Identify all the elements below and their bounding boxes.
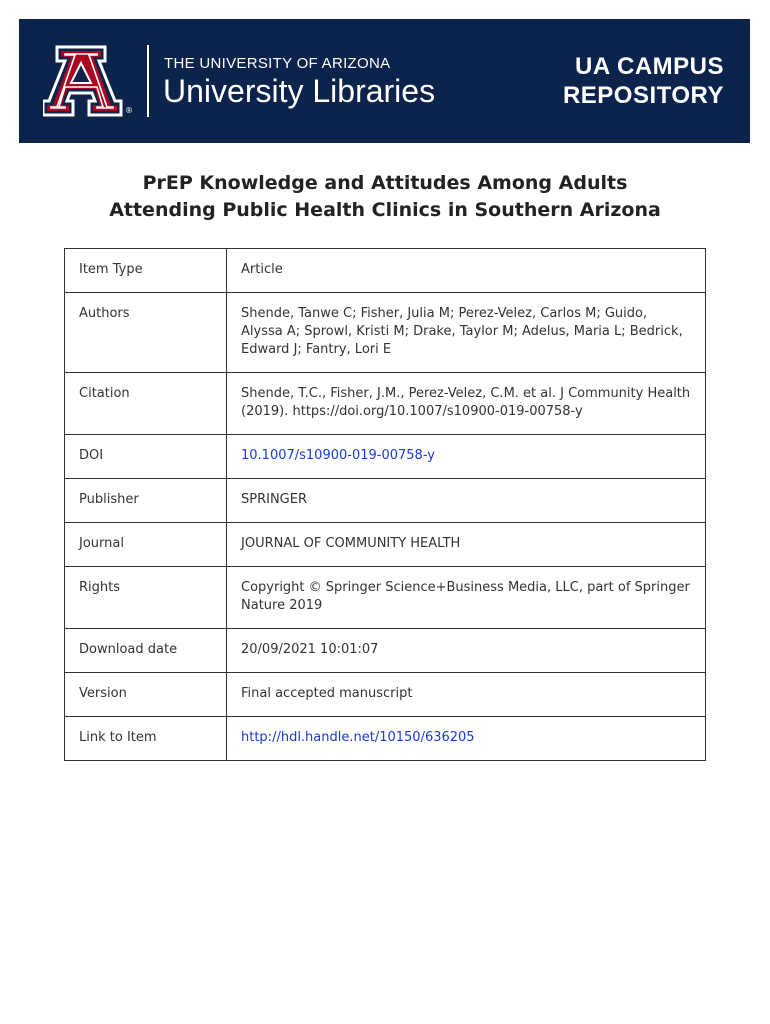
block-a-icon [43, 47, 121, 115]
journal-value: JOURNAL OF COMMUNITY HEALTH [227, 523, 706, 567]
document-title-line1: PrEP Knowledge and Attitudes Among Adults [142, 172, 628, 194]
rights-value: Copyright © Springer Science+Business Media, LLC, part of Springer Nature 2019 [227, 567, 706, 629]
link-to-item-cell [227, 717, 706, 761]
table-row [65, 523, 706, 567]
table-row [65, 249, 706, 293]
download-date-label: Download date [65, 629, 227, 673]
publisher-value: SPRINGER [227, 479, 706, 523]
citation-label: Citation [65, 373, 227, 435]
download-date-value: 20/09/2021 10:01:07 [227, 629, 706, 673]
table-row [65, 717, 706, 761]
publisher-label: Publisher [65, 479, 227, 523]
doi-link[interactable]: 10.1007/s10900-019-00758-y [241, 448, 435, 463]
repository-title-line2: REPOSITORY [562, 82, 724, 109]
table-row [65, 567, 706, 629]
link-to-item-label: Link to Item [65, 717, 227, 761]
document-title [0, 170, 770, 224]
registered-mark: ® [125, 106, 133, 115]
rights-label: Rights [65, 567, 227, 629]
item-type-label: Item Type [65, 249, 227, 293]
item-type-value: Article [227, 249, 706, 293]
header-banner [19, 19, 750, 143]
doi-cell [227, 435, 706, 479]
university-arizona-logo [43, 43, 133, 119]
citation-value: Shende, T.C., Fisher, J.M., Perez-Velez, C.M. et al. J Community Health (2019). https://doi.org/10.1007/s10900-019-00758-y [227, 373, 706, 435]
table-row [65, 673, 706, 717]
university-name: THE UNIVERSITY OF ARIZONA [164, 55, 391, 72]
table-row [65, 373, 706, 435]
document-title-line2: Attending Public Health Clinics in Southern Arizona [109, 199, 661, 221]
metadata-table [64, 248, 706, 761]
version-label: Version [65, 673, 227, 717]
authors-value: Shende, Tanwe C; Fisher, Julia M; Perez-Velez, Carlos M; Guido, Alyssa A; Sprowl, Kristi M; Drake, Taylor M; Adelus, Maria L; Bedrick, Edward J; Fantry, Lori E [227, 293, 706, 373]
authors-label: Authors [65, 293, 227, 373]
doi-label: DOI [65, 435, 227, 479]
version-value: Final accepted manuscript [227, 673, 706, 717]
table-row [65, 629, 706, 673]
libraries-name: University Libraries [163, 73, 436, 109]
repository-title-line1: UA CAMPUS [575, 53, 724, 80]
banner-divider [147, 45, 149, 117]
item-handle-link[interactable]: http://hdl.handle.net/10150/636205 [241, 730, 475, 745]
table-row [65, 479, 706, 523]
journal-label: Journal [65, 523, 227, 567]
table-row [65, 293, 706, 373]
table-row [65, 435, 706, 479]
